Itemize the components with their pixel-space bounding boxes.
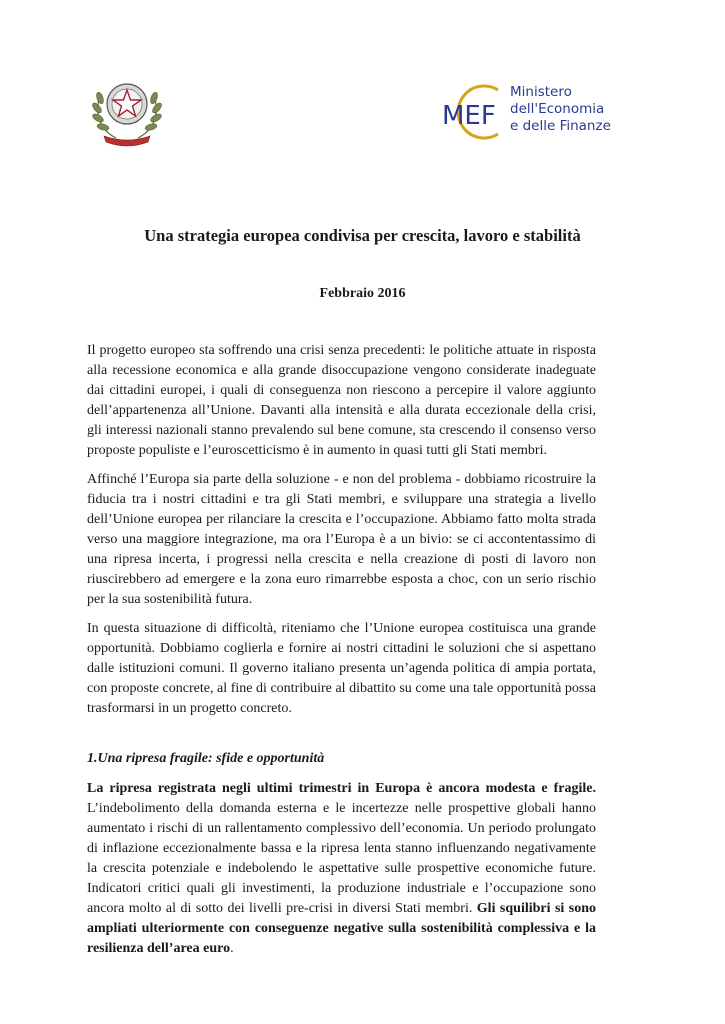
document-date: Febbraio 2016 [319,286,406,301]
paragraph-3: In questa situazione di difficoltà, riteniamo che l’Unione europea costituisca una grande opportunità. Dobbiamo coglierla e fornire ai nostri cittadini le soluzioni che si aspettano dalle istituzioni comuni. Il governo italiano presenta un’agenda politica di ampia portata, con proposte concrete, al fine di contribuire al dibattito su come una tale opportunità possa trasformarsi in un progetto concreto. [87,621,596,716]
paragraph-1: Il progetto europeo sta soffrendo una crisi senza precedenti: le politiche attuate in risposta alla recessione economica e alla grande disoccupazione vengono considerate inadeguate dai cittadini europei, i quali di conseguenza non riescono a percepire il valore aggiunto dell’appartenenza all’Unione. Davanti alla intensità e alla durata eccezionale della crisi, gli interessi nazionali stanno prevalendo sul bene comune, sta crescendo il consenso verso proposte populiste e l’euroscetticismo è in aumento in quasi tutti gli Stati membri. [87,343,596,458]
section-bold-lead: La ripresa registrata negli ultimi trimestri in Europa è ancora modesta e fragile. [87,781,596,796]
section-bold-tail: Gli squilibri si sono ampliati ulteriormente con conseguenze negative sulla sostenibilità complessiva e la resilienza dell’area euro [87,901,596,956]
mef-name [510,84,611,135]
paragraph-2: Affinché l’Europa sia parte della soluzione - e non del problema - dobbiamo ricostruire la fiducia tra i nostri cittadini e tra gli Stati membri, e sviluppare una strategia a livello dell’Unione europea per rilanciare la crescita e l’occupazione. Abbiamo fatto molta strada verso una maggiore integrazione, ma ora l’Europa è a un bivio: se ci accontentassimo di una ripresa incerta, i progressi nella crescita e nella creazione di posti di lavoro non riuscirebbero ad emergere e la zona euro rimarrebbe esposta a choc, con un serio rischio per la sua sostenibilità futura. [87,472,596,607]
mef-logo [440,82,620,142]
document-title: Una strategia europea condivisa per crescita, lavoro e stabilità [144,226,581,245]
mef-mark-icon [440,82,510,142]
mef-name-line-1: Ministero [510,84,572,100]
emblem-icon [86,68,168,150]
italian-republic-emblem [86,68,168,150]
section-heading: 1.Una ripresa fragile: sfide e opportunità [87,751,325,766]
section-paragraph [87,779,596,959]
mef-name-line-3: e delle Finanze [510,118,611,134]
document-body [87,341,596,968]
mef-mark-text: MEF [442,101,496,131]
section-end: . [230,941,234,956]
mef-name-line-2: dell'Economia [510,101,605,117]
section-text: L’indebolimento della domanda esterna e le incertezze nelle prospettive globali hanno aumentato i rischi di un rallentamento complessivo dell’economia. Un periodo prolungato di inflazione eccezionalmente bassa e la ripresa lenta stanno influenzando negativamente la crescita potenziale e indebolendo le aspettative sulle prospettive economiche future. Indicatori critici quali gli investimenti, la produzione industriale e l’occupazione sono ancora molto al di sotto dei livelli pre-crisi in diversi Stati membri. [87,801,596,916]
